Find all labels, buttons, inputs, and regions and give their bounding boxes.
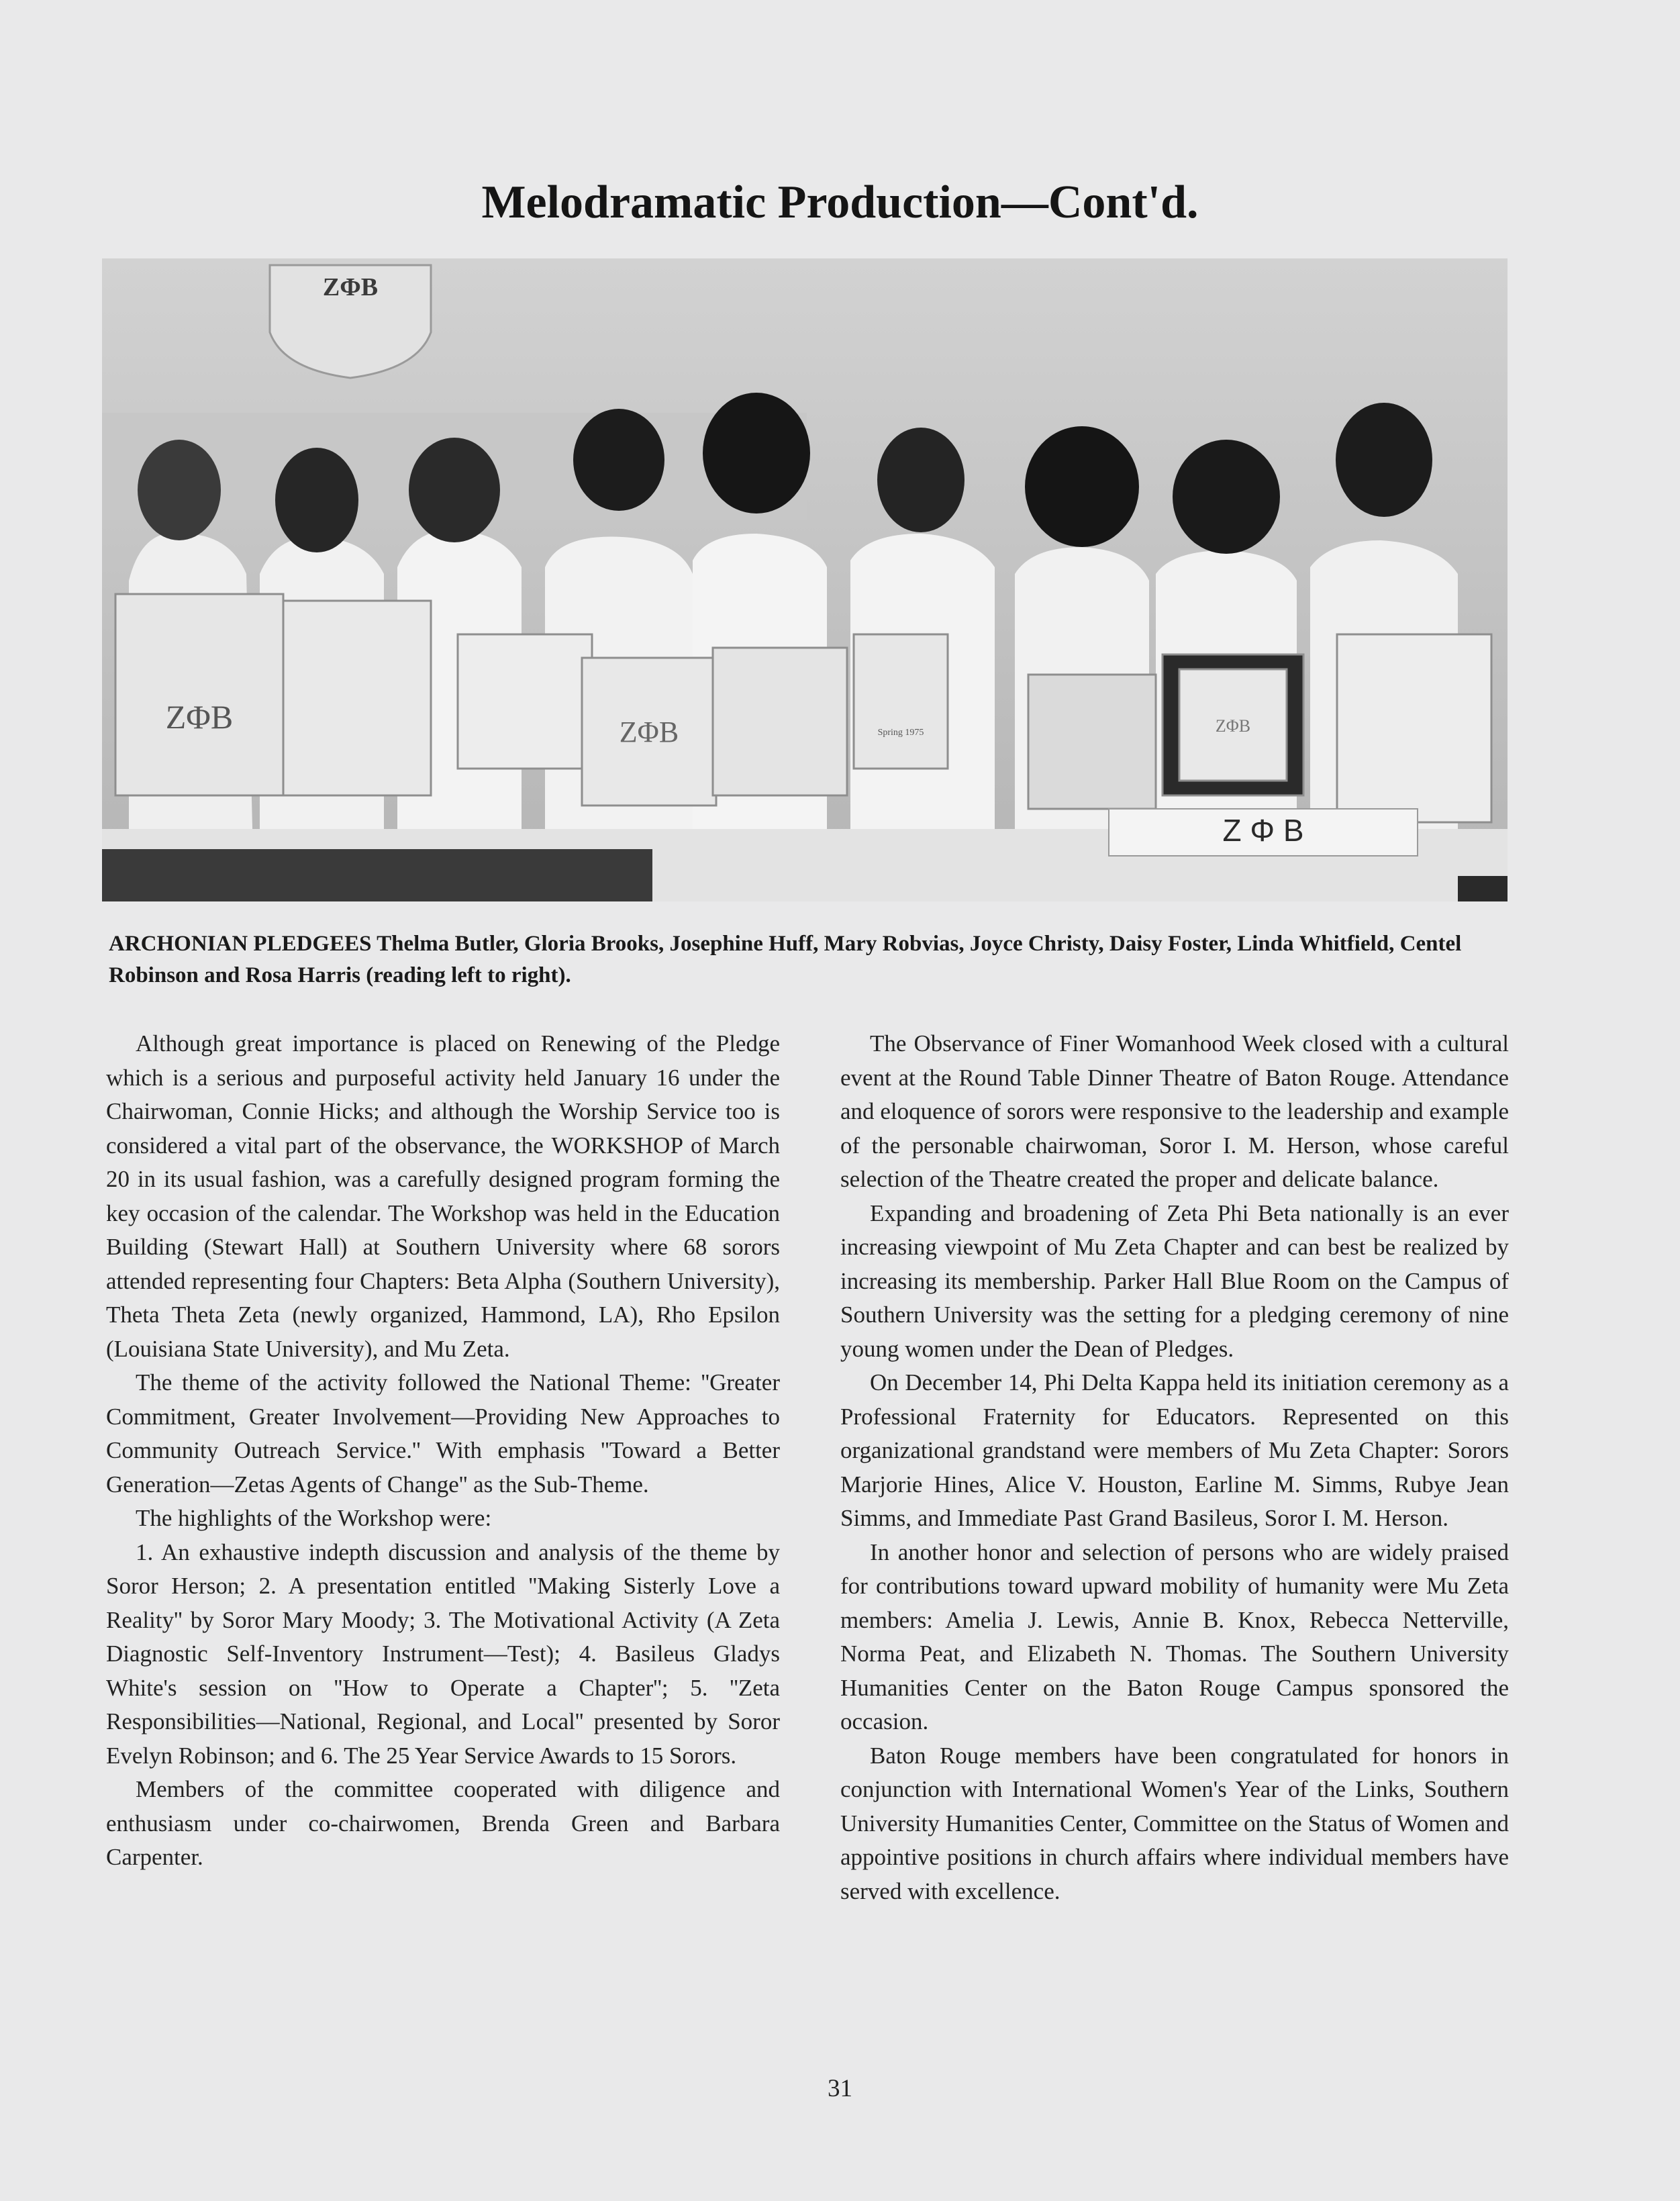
- paragraph: Baton Rouge members have been congratulated for honors in conjunction with International Women's Year of the Links, Southern University Humanities Center, Committee on the Status of Women and appointive positions in church affairs where individual members have served with excellence.: [840, 1742, 1509, 1904]
- placard-year: Spring 1975: [877, 728, 924, 738]
- paragraph: Expanding and broadening of Zeta Phi Beta nationally is an ever increasing viewpoint of Mu Zeta Chapter and can best be realized by increasing its membership. Parker Hall Blue Room on the Campus of Southern University was the setting for a pledging ceremony of nine young women under the Dean of Pledges.: [840, 1200, 1509, 1362]
- paragraph: Although great importance is placed on Renewing of the Pledge which is a serious and purposeful activity held January 16 under the Chairwoman, Connie Hicks; and although the Worship Service too is considered a vital part of the observance, the WORKSHOP of March 20 in its usual fashion, was a carefully designed program forming the key occasion of the calendar. The Workshop was held in the Education Building (Stewart Hall) at Southern University where 68 sorors attended representing four Chapters: Beta Alpha (Southern University), Theta Theta Zeta (newly organized, Hammond, LA), Rho Epsilon (Louisiana State University), and Mu Zeta.: [106, 1030, 780, 1362]
- paragraph: 1. An exhaustive indepth discussion and analysis of the theme by Soror Herson; 2. A presentation entitled ''Making Sisterly Love a Reality'' by Soror Mary Moody; 3. The Motivational Activity (A Zeta Diagnostic Self-Inventory Instrument—Test); 4. Basileus Gladys White's session on ''How to Operate a Chapter''; 5. ''Zeta Responsibilities—National, Regional, and Local'' presented by Soror Evelyn Robinson; and 6. The 25 Year Service Awards to 15 Sorors.: [106, 1538, 780, 1769]
- framed-zpb: ZΦB: [1215, 716, 1251, 736]
- group-photo-illustration: [102, 258, 1508, 901]
- paragraph: Members of the committee cooperated with diligence and enthusiasm under co-chairwomen, Brenda Green and Barbara Carpenter.: [106, 1776, 780, 1870]
- page-number: 31: [828, 2075, 852, 2102]
- table-banner-letters: Z Φ B: [1222, 813, 1304, 848]
- group-photo: [102, 258, 1508, 901]
- paragraph: The theme of the activity followed the National Theme: ''Greater Commitment, Greater Involvement—Providing New Approaches to Community Outreach Service.'' With emphasis ''Toward a Better Generation—Zetas Agents of Change'' as the Sub-Theme.: [106, 1369, 780, 1498]
- placard-zpb-large: ZΦB: [165, 698, 234, 736]
- right-column: [840, 1027, 1509, 1908]
- placard-zpb-center: ZΦB: [619, 716, 679, 748]
- left-column: [106, 1027, 780, 1875]
- photo-caption: ARCHONIAN PLEDGEES Thelma Butler, Gloria Brooks, Josephine Huff, Mary Robvias, Joyce Christy, Daisy Foster, Linda Whitfield, Centel Robinson and Rosa Harris (reading left to right).: [109, 932, 1462, 987]
- paragraph: In another honor and selection of persons who are widely praised for contributions toward upward mobility of humanity were Mu Zeta members: Amelia J. Lewis, Annie B. Knox, Rebecca Netterville, Norma Peat, and Elizabeth N. Thomas. The Southern University Humanities Center on the Baton Rouge Campus sponsored the occasion.: [840, 1538, 1509, 1734]
- paragraph: On December 14, Phi Delta Kappa held its initiation ceremony as a Professional Fraternity for Educators. Represented on this organizational grandstand were members of Mu Zeta Chapter: Sorors Marjorie Hines, Alice V. Houston, Earline M. Simms, Rubye Jean Simms, and Immediate Past Grand Basileus, Soror I. M. Herson.: [840, 1369, 1509, 1531]
- wall-shield-text: ZΦB: [322, 273, 379, 301]
- page-title: Melodramatic Production—Cont'd.: [481, 177, 1199, 228]
- paragraph: The highlights of the Workshop were:: [136, 1505, 492, 1531]
- paragraph: The Observance of Finer Womanhood Week closed with a cultural event at the Round Table Dinner Theatre of Baton Rouge. Attendance and eloquence of sorors were responsive to the leadership and example of the personable chairwoman, Soror I. M. Herson, whose careful selection of the Theatre created the proper and delicate balance.: [840, 1030, 1509, 1192]
